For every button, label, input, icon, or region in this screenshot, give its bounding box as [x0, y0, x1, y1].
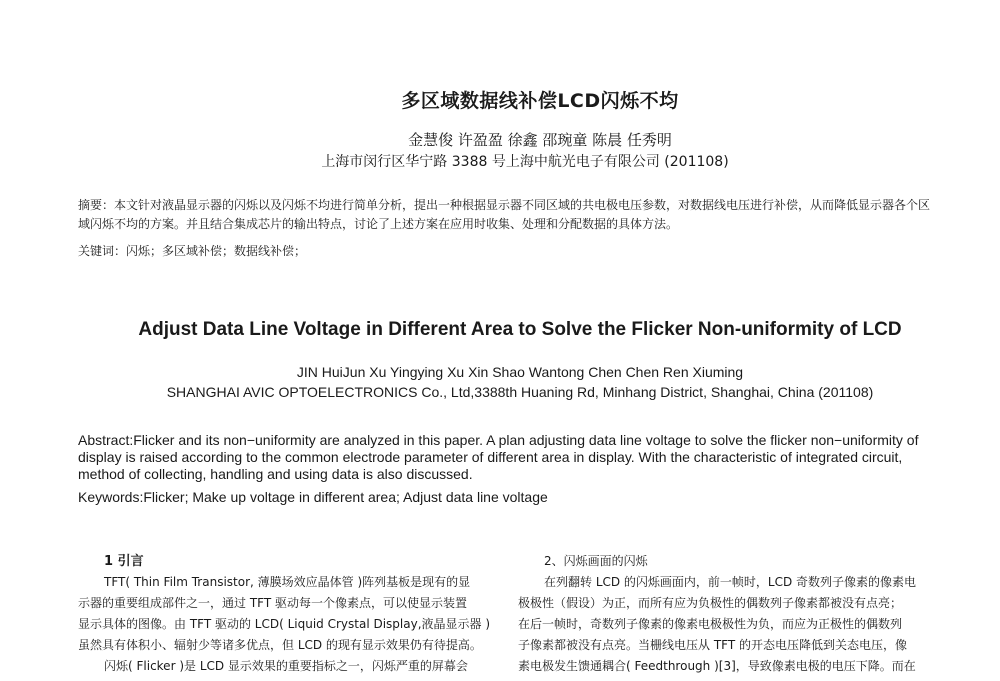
english-keywords: Keywords:Flicker; Make up voltage in different area; Adjust data line voltage [78, 489, 548, 505]
body-line: 素电极发生馈通耦合( Feedthrough )[3]，导致像素电极的电压下降。而在 [518, 659, 916, 673]
body-line: 显示具体的图像。由 TFT 驱动的 LCD( Liquid Crystal Display,液晶显示器 ) [78, 617, 491, 631]
body-line: 在列翻转 LCD 的闪烁画面内，前一帧时，LCD 奇数列子像素的像素电 [544, 575, 917, 589]
chinese-title: 多区域数据线补偿LCD闪烁不均 [401, 90, 679, 112]
body-line: 在后一帧时，奇数列子像素的像素电极极性为负，而应为正极性的偶数列 [518, 617, 903, 631]
right-column [518, 551, 938, 677]
english-authors: JIN HuiJun Xu Yingying Xu Xin Shao Wantong Chen Chen Ren Xiuming [296, 364, 744, 380]
left-column [78, 551, 498, 677]
body-line: 闪烁( Flicker )是 LCD 显示效果的重要指标之一，闪烁严重的屏幕会 [104, 659, 468, 673]
body-line: 虽然具有体积小、辐射少等诸多优点，但 LCD 的现有显示效果仍有待提高。 [78, 638, 482, 652]
chinese-abstract: 摘要：本文针对液晶显示器的闪烁以及闪烁不均进行简单分析，提出一种根据显示器不同区域的共电极电压参数，对数据线电压进行补偿，从而降低显示器各个区域闪烁不均的方案。并且结合集成芯片的输出特点，讨论了上述方案在应用时收集、处理和分配数据的具体方法。 [78, 198, 931, 231]
body-line: TFT( Thin Film Transistor, 薄膜场效应晶体管 )阵列基板是现有的显 [104, 575, 471, 589]
section-heading-flicker: 2、闪烁画面的闪烁 [544, 554, 648, 568]
chinese-authors: 金慧俊 许盈盈 徐鑫 邵琬童 陈晨 任秀明 [408, 131, 672, 149]
english-affiliation: SHANGHAI AVIC OPTOELECTRONICS Co., Ltd,3388th Huaning Rd, Minhang District, Shanghai, China (201108) [166, 384, 874, 400]
chinese-keywords: 关键词：闪烁；多区域补偿；数据线补偿； [78, 244, 307, 258]
body-line: 子像素都被没有点亮。当栅线电压从 TFT 的开态电压降低到关态电压，像 [518, 638, 907, 652]
section-heading-introduction: 1 引言 [104, 554, 144, 569]
body-line: 示器的重要组成部件之一，通过 TFT 驱动每一个像素点，可以使显示装置 [78, 596, 467, 610]
english-abstract: Abstract:Flicker and its non−uniformity are analyzed in this paper. A plan adjusting data line voltage to solve the flicker non−uniformity of display is raised according to the common electrode parameter of different area in display. With the characteristic of integrated circuit, method of collecting, handling and using data is also discussed. [78, 432, 919, 482]
body-line: 极极性（假设）为正，而所有应为负极性的偶数列子像素都被没有点亮； [518, 596, 903, 610]
chinese-affiliation: 上海市闵行区华宁路 3388 号上海中航光电子有限公司 (201108) [321, 154, 729, 170]
english-title: Adjust Data Line Voltage in Different Area to Solve the Flicker Non-uniformity of LCD [138, 319, 902, 340]
